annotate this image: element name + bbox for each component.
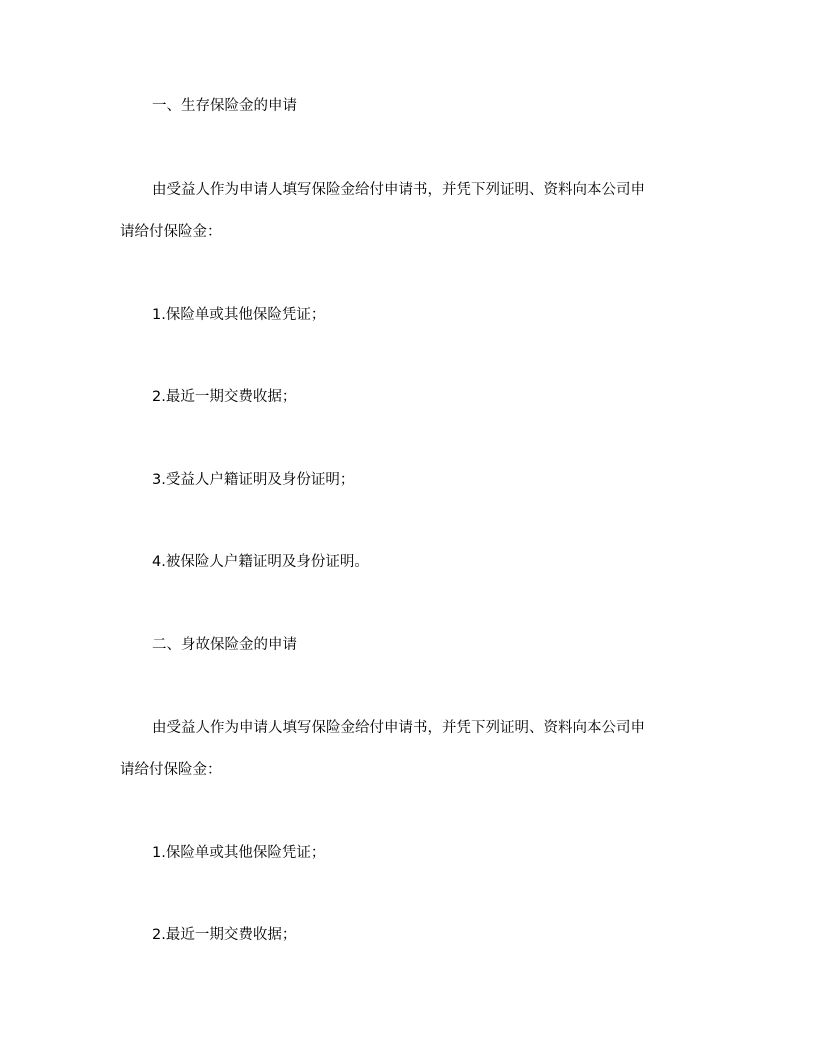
section2-item-1: 1.保险单或其他保险凭证； <box>152 845 326 861</box>
section1-item-1: 1.保险单或其他保险凭证； <box>152 307 326 323</box>
section1-heading: 一、生存保险金的申请 <box>152 98 297 114</box>
section2-item-2: 2.最近一期交费收据； <box>152 927 297 943</box>
section1-intro-line2: 请给付保险金： <box>120 224 222 240</box>
section1-item-2: 2.最近一期交费收据； <box>152 389 297 405</box>
section1-item-4: 4.被保险人户籍证明及身份证明。 <box>152 554 369 570</box>
section1-intro-line1: 由受益人作为申请人填写保险金给付申请书，并凭下列证明、资料向本公司申 <box>152 182 645 198</box>
section2-intro-line1: 由受益人作为申请人填写保险金给付申请书，并凭下列证明、资料向本公司申 <box>152 720 645 736</box>
section2-heading: 二、身故保险金的申请 <box>152 637 297 653</box>
section1-item-3: 3.受益人户籍证明及身份证明； <box>152 472 355 488</box>
section2-intro-line2: 请给付保险金： <box>120 762 222 778</box>
